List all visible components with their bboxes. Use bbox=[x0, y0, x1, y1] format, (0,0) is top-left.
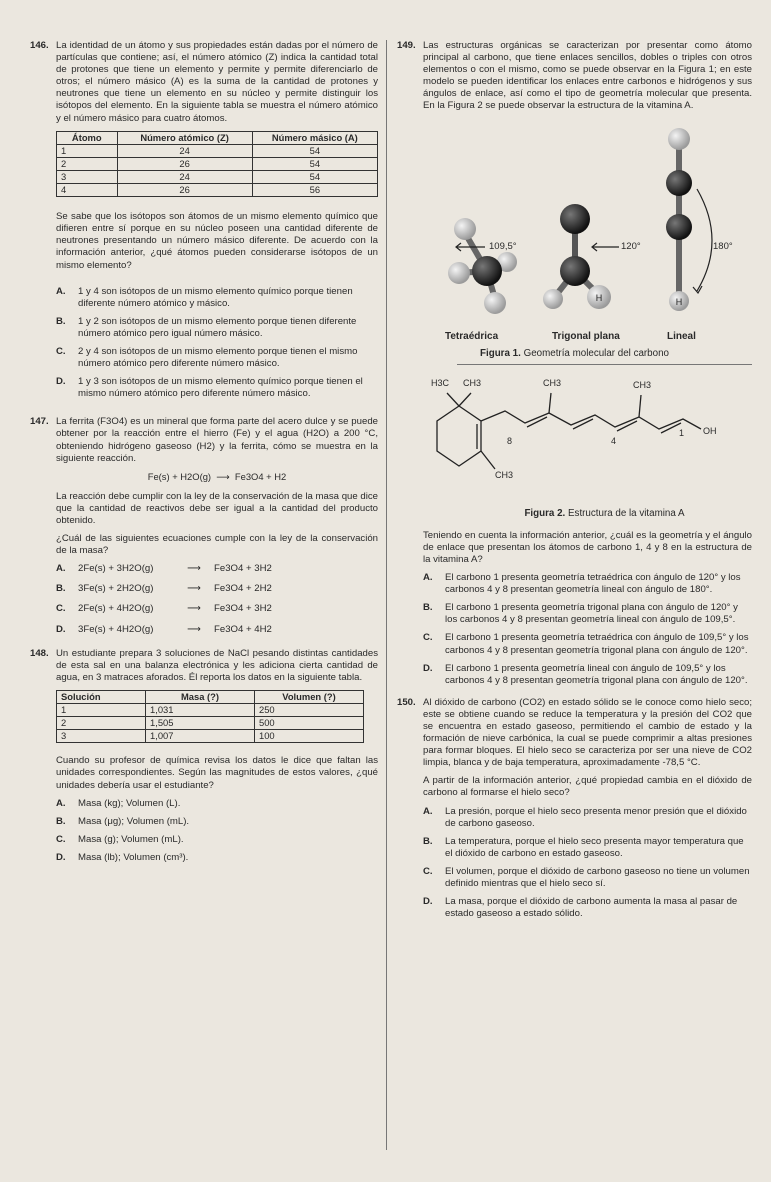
option-d[interactable] bbox=[56, 624, 378, 636]
option-letter: B. bbox=[56, 815, 66, 827]
option-b[interactable] bbox=[56, 583, 378, 595]
option-letter: A. bbox=[56, 285, 66, 297]
hydrogen-label: H bbox=[675, 296, 683, 307]
option-text: Masa (lb); Volumen (cm³). bbox=[78, 851, 189, 863]
table-cell: 24 bbox=[117, 170, 252, 183]
label-ch3: CH3 bbox=[543, 377, 562, 388]
table-cell: 250 bbox=[255, 704, 364, 717]
question-149-prompt bbox=[397, 530, 752, 687]
option-letter: A. bbox=[423, 572, 433, 584]
atoms-table bbox=[56, 131, 378, 197]
hydrogen-atom bbox=[484, 292, 506, 314]
question-146 bbox=[30, 40, 378, 400]
label-oh: OH bbox=[703, 425, 717, 436]
option-text: Masa (kg); Volumen (L). bbox=[78, 797, 181, 809]
option-letter: D. bbox=[423, 896, 433, 908]
table-cell: 3 bbox=[57, 730, 146, 743]
option-c[interactable] bbox=[423, 632, 752, 656]
caption-label: Figura 2. bbox=[524, 507, 566, 519]
option-letter: C. bbox=[423, 865, 433, 877]
question-body: Se sabe que los isótopos son átomos de un mismo elemento químico que difieren entre sí porque en su núcleo poseen una cantidad diferente de neutrones presentando un número másico diferente. De acuerdo con la información anterior, ¿qué átomos pueden considerarse isótopos de un mismo elemento? bbox=[56, 211, 378, 271]
carbon-atom bbox=[666, 170, 692, 196]
option-a[interactable] bbox=[56, 286, 378, 310]
question-149 bbox=[397, 40, 752, 113]
table-header: Volumen (?) bbox=[255, 690, 364, 703]
carbon-number-4: 4 bbox=[611, 435, 617, 446]
option-letter: A. bbox=[56, 797, 66, 809]
geometry-label-tetrahedral: Tetraédrica bbox=[445, 330, 499, 342]
linear-model bbox=[666, 128, 712, 311]
question-number: 149. bbox=[397, 40, 416, 51]
question-intro: Al dióxido de carbono (CO2) en estado sólido se le conoce como hielo seco; este se obtiene cuando se reduce la temperatura y la presión del CO2 que se encuentra en estado gaseoso, permitiendo el cambio de estado y la formación de nieve carbónica, la cual se puede comprimir a altas presiones para formar bloques. El hielo seco se caracteriza por ser una nieve de CO2 limpia, blanca y de baja temperatura, aproximadamente -78,5 °C. bbox=[423, 696, 752, 769]
trigonal-planar-model bbox=[543, 204, 611, 309]
table-cell: 3 bbox=[57, 170, 118, 183]
figure-2-drawing bbox=[397, 371, 752, 506]
option-reactants: 2Fe(s) + 4H2O(g) bbox=[78, 603, 154, 615]
angle-trigonal: 120° bbox=[621, 240, 641, 252]
question-body: Cuando su profesor de química revisa los datos le dice que faltan las unidades correspondientes. Según las magnitudes de estos valores, ¿qué unidades debería usar el estudiante? bbox=[56, 755, 378, 791]
option-products: Fe3O4 + 3H2 bbox=[214, 563, 272, 575]
table-cell: 1 bbox=[57, 704, 146, 717]
caption-label: Figura 1. bbox=[480, 347, 521, 359]
table-cell: 24 bbox=[117, 144, 252, 157]
carbon-atom bbox=[666, 214, 692, 240]
table-header: Solución bbox=[57, 690, 146, 703]
table-cell: 26 bbox=[117, 184, 252, 197]
option-letter: C. bbox=[56, 603, 66, 615]
option-reactants: 2Fe(s) + 3H2O(g) bbox=[78, 563, 154, 575]
question-paragraph: La reacción debe cumplir con la ley de la conservación de la masa que dice que la cantidad de reactivos debe ser igual a la cantidad del producto obtenido. bbox=[56, 490, 378, 526]
option-a[interactable] bbox=[56, 563, 378, 575]
table-header: Átomo bbox=[57, 131, 118, 144]
option-letter: B. bbox=[423, 602, 433, 614]
question-number: 148. bbox=[30, 647, 49, 659]
arrow-icon: ⟶ bbox=[187, 603, 201, 615]
option-text: La temperatura, porque el hielo seco presenta mayor temperatura que el dióxido de carbono en estado gaseoso. bbox=[445, 835, 744, 859]
option-c[interactable] bbox=[56, 346, 378, 370]
reaction-reactants: Fe(s) + H2O(g) bbox=[147, 470, 212, 482]
option-d[interactable] bbox=[56, 376, 378, 400]
table-row bbox=[57, 170, 378, 183]
figure-2-caption bbox=[397, 508, 752, 520]
table-row bbox=[57, 144, 378, 157]
table-cell: 2 bbox=[57, 717, 146, 730]
angle-tetrahedral: 109,5° bbox=[489, 240, 517, 252]
question-number: 147. bbox=[30, 416, 49, 428]
left-column bbox=[30, 40, 378, 872]
table-row bbox=[57, 704, 364, 717]
hydrogen-atom bbox=[543, 289, 563, 309]
option-letter: B. bbox=[56, 315, 66, 327]
option-products: Fe3O4 + 4H2 bbox=[214, 623, 272, 635]
hydrogen-atom bbox=[454, 218, 476, 240]
label-ch3: CH3 bbox=[463, 377, 482, 388]
option-letter: C. bbox=[423, 632, 433, 644]
reaction-arrow-icon: ⟶ bbox=[213, 470, 233, 482]
figure-2-vitamin-a bbox=[397, 371, 752, 506]
figure-1-molecular-geometry bbox=[397, 121, 752, 346]
option-letter: A. bbox=[423, 805, 433, 817]
table-cell: 1,505 bbox=[146, 717, 255, 730]
table-row bbox=[57, 717, 364, 730]
question-150 bbox=[397, 697, 752, 921]
angle-linear: 180° bbox=[713, 240, 733, 252]
carbon-atom bbox=[472, 256, 502, 286]
option-letter: B. bbox=[423, 835, 433, 847]
table-header-row bbox=[57, 131, 378, 144]
option-reactants: 3Fe(s) + 2H2O(g) bbox=[78, 583, 154, 595]
question-147 bbox=[30, 416, 378, 635]
option-text: Masa (g); Volumen (mL). bbox=[78, 833, 184, 845]
table-cell: 1,031 bbox=[146, 704, 255, 717]
option-b[interactable] bbox=[423, 602, 752, 626]
question-number: 150. bbox=[397, 696, 416, 708]
question-prompt: ¿Cuál de las siguientes ecuaciones cumple con la ley de la conservación de la masa? bbox=[56, 533, 378, 557]
option-d[interactable] bbox=[56, 852, 378, 864]
option-text: El carbono 1 presenta geometría trigonal plana con ángulo de 120° y los carbonos 4 y 8 presentan geometría lineal con ángulo de 109,5°. bbox=[445, 602, 738, 626]
arrow-icon: ⟶ bbox=[187, 583, 201, 595]
table-cell: 100 bbox=[255, 730, 364, 743]
carbon-atom bbox=[560, 204, 590, 234]
option-products: Fe3O4 + 3H2 bbox=[214, 603, 272, 615]
question-body: A partir de la información anterior, ¿qué propiedad cambia en el dióxido de carbono al formarse el hielo seco? bbox=[423, 775, 752, 799]
caption-text: Geometría molecular del carbono bbox=[523, 347, 669, 359]
table-row bbox=[57, 184, 378, 197]
option-text: El carbono 1 presenta geometría lineal con ángulo de 109,5° y los carbonos 4 y 8 presentan geometría trigonal plana con ángulo de 120°. bbox=[445, 662, 748, 686]
option-letter: D. bbox=[56, 376, 66, 388]
option-text: El volumen, porque el dióxido de carbono gaseoso no tiene un volumen definido mientras que el hielo seco sí. bbox=[445, 865, 750, 889]
arrow-icon: ⟶ bbox=[187, 563, 201, 575]
reaction-equation bbox=[56, 471, 378, 483]
option-letter: D. bbox=[423, 662, 433, 674]
question-intro: Las estructuras orgánicas se caracterizan por presentar como átomo principal al carbono, que tiene enlaces sencillos, dobles o triples con otros elementos o con el mismo, como se puede observar en la Figura 1; en este modelo se pueden identificar los enlaces entre carbonos e hidrógenos y sus ángulos de enlace, así como el tipo de geometría molecular que presenta. En la Figura 2 se puede observar la estructura de la vitamina A. bbox=[423, 40, 752, 112]
question-intro: La identidad de un átomo y sus propiedades están dadas por el número de partículas que contiene; así, el número atómico (Z) indica la cantidad total de protones que tiene un elemento y permite y permite diferenciarlo de otros; el número másico (A) es la suma de la cantidad de protones y neutrones que tiene un elemento en su núcleo y permite distinguir los isótopos del elemento. En la siguiente tabla se muestra el número atómico y el número másico para cuatro átomos. bbox=[56, 40, 378, 124]
reaction-products: Fe3O4 + H2 bbox=[234, 470, 287, 482]
hydrogen-label: H bbox=[595, 292, 603, 303]
option-text: 1 y 2 son isótopos de un mismo elemento porque tienen diferente número atómico pero igual número másico. bbox=[78, 315, 357, 339]
option-d[interactable] bbox=[423, 663, 752, 687]
tetrahedral-model bbox=[448, 218, 517, 314]
label-h3c: H3C bbox=[431, 377, 450, 388]
option-text: La masa, porque el dióxido de carbono aumenta la masa al pasar de estado gaseoso a estado sólido. bbox=[445, 896, 738, 920]
section-divider bbox=[457, 364, 752, 365]
option-b[interactable] bbox=[56, 316, 378, 340]
geometry-label-trigonal: Trigonal plana bbox=[552, 330, 620, 342]
question-number: 146. bbox=[30, 40, 49, 51]
option-text: 1 y 3 son isótopos de un mismo elemento químico porque tienen el mismo número atómico pero diferente número másico. bbox=[78, 376, 363, 400]
table-header: Número atómico (Z) bbox=[117, 131, 252, 144]
option-a[interactable] bbox=[423, 806, 752, 830]
carbon-number-8: 8 bbox=[507, 435, 513, 446]
option-text: 1 y 4 son isótopos de un mismo elemento químico porque tienen diferente número atómico y másico. bbox=[78, 285, 353, 309]
option-letter: D. bbox=[56, 851, 66, 863]
table-cell: 2 bbox=[57, 157, 118, 170]
table-row bbox=[57, 730, 364, 743]
question-intro: La ferrita (F3O4) es un mineral que forma parte del acero dulce y se puede obtener por la reacción entre el hierro (Fe) y el agua (H2O) a 200 °C, obteniendo hidrógeno gaseoso (H2) y la ferrita, cómo se muestra en la siguiente reacción. bbox=[56, 416, 378, 464]
option-text: 2 y 4 son isótopos de un mismo elemento porque tienen el mismo número atómico pero diferente número másico. bbox=[78, 345, 358, 370]
option-products: Fe3O4 + 2H2 bbox=[214, 583, 272, 595]
carbon-atom bbox=[560, 256, 590, 286]
option-a[interactable] bbox=[423, 572, 752, 596]
option-letter: C. bbox=[56, 833, 66, 845]
column-divider bbox=[386, 40, 387, 1150]
option-text: La presión, porque el hielo seco presenta menor presión que el dióxido de carbono gaseoso. bbox=[445, 805, 747, 829]
table-cell: 26 bbox=[117, 157, 252, 170]
question-body: Teniendo en cuenta la información anterior, ¿cuál es la geometría y el ángulo de enlace que presentan los átomos de carbono 1, 4 y 8 en la estructura de la vitamina A? bbox=[423, 529, 752, 565]
solutions-table bbox=[56, 690, 364, 743]
option-text: El carbono 1 presenta geometría tetraédrica con ángulo de 120° y los carbonos 4 y 8 presentan geometría lineal con ángulo de 180°. bbox=[445, 572, 741, 596]
table-header-row bbox=[57, 690, 364, 703]
carbon-number-1: 1 bbox=[679, 427, 685, 438]
table-cell: 54 bbox=[252, 170, 377, 183]
option-letter: D. bbox=[56, 623, 66, 635]
option-letter: A. bbox=[56, 563, 66, 575]
geometry-label-linear: Lineal bbox=[667, 330, 696, 342]
question-intro: Un estudiante prepara 3 soluciones de NaCl pesando distintas cantidades de esta sal en una balanza electrónica y les adiciona cierta cantidad de agua, en 3 matraces aforados. Él reporta los datos en la siguiente tabla. bbox=[56, 647, 378, 683]
option-b[interactable] bbox=[56, 816, 378, 828]
option-reactants: 3Fe(s) + 4H2O(g) bbox=[78, 623, 154, 635]
question-148 bbox=[30, 648, 378, 864]
option-a[interactable] bbox=[56, 798, 378, 810]
hydrogen-atom bbox=[668, 128, 690, 150]
table-cell: 54 bbox=[252, 144, 377, 157]
right-column bbox=[397, 40, 752, 928]
option-c[interactable] bbox=[423, 866, 752, 890]
table-cell: 1,007 bbox=[146, 730, 255, 743]
table-header: Número másico (A) bbox=[252, 131, 377, 144]
option-d[interactable] bbox=[423, 896, 752, 920]
option-letter: C. bbox=[56, 345, 66, 357]
table-cell: 1 bbox=[57, 144, 118, 157]
option-c[interactable] bbox=[56, 834, 378, 846]
arrow-icon: ⟶ bbox=[187, 623, 201, 635]
option-text: El carbono 1 presenta geometría tetraédrica con ángulo de 109,5° y los carbonos 4 y 8 presentan geometría trigonal plana con ángulo de 120°. bbox=[445, 632, 749, 656]
option-b[interactable] bbox=[423, 836, 752, 860]
table-header: Masa (?) bbox=[146, 690, 255, 703]
label-ch3: CH3 bbox=[495, 469, 514, 480]
table-cell: 500 bbox=[255, 717, 364, 730]
option-c[interactable] bbox=[56, 603, 378, 615]
label-ch3: CH3 bbox=[633, 379, 652, 390]
option-letter: B. bbox=[56, 583, 66, 595]
figure-1-drawing bbox=[397, 121, 752, 346]
table-cell: 54 bbox=[252, 157, 377, 170]
caption-text: Estructura de la vitamina A bbox=[568, 507, 685, 519]
table-cell: 4 bbox=[57, 184, 118, 197]
option-text: Masa (μg); Volumen (mL). bbox=[78, 815, 190, 827]
table-cell: 56 bbox=[252, 184, 377, 197]
table-row bbox=[57, 157, 378, 170]
hydrogen-atom bbox=[448, 262, 470, 284]
figure-1-caption bbox=[397, 348, 752, 360]
